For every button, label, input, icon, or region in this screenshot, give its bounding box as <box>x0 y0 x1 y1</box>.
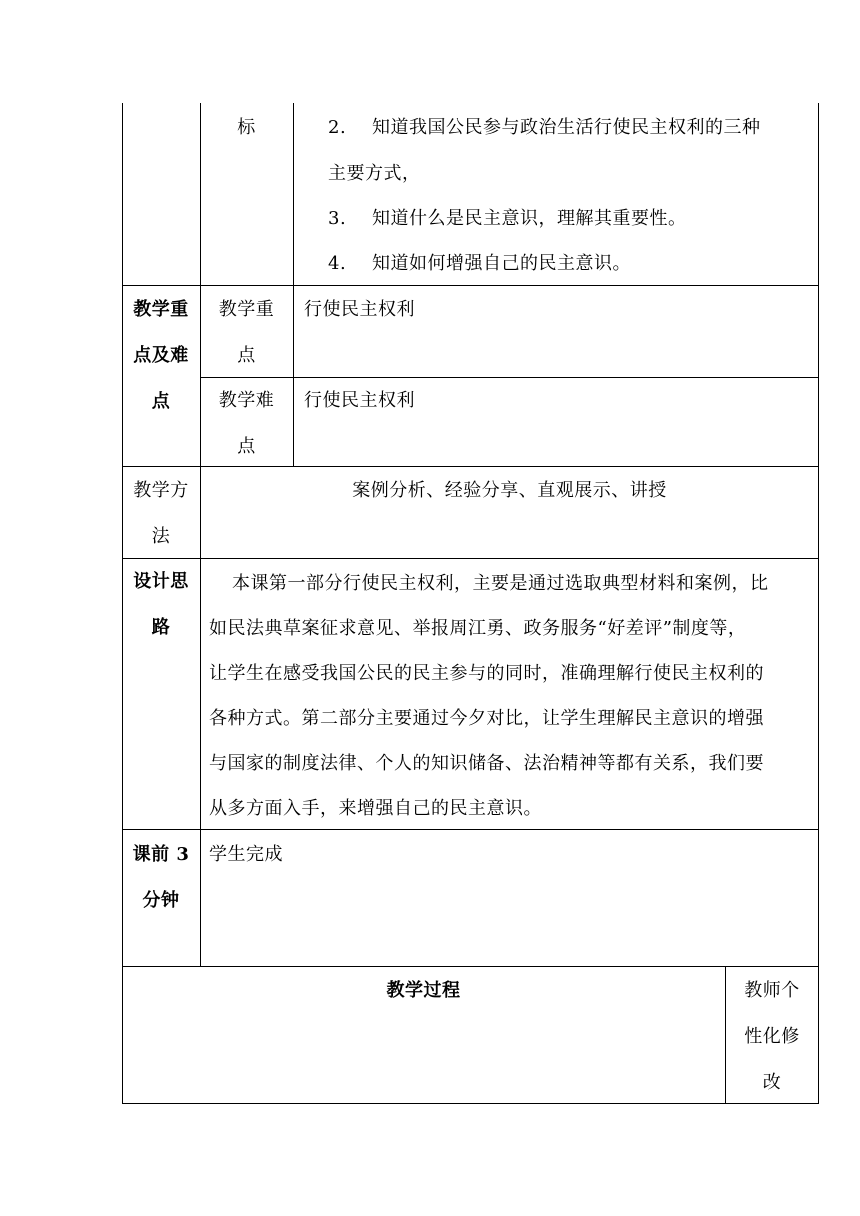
design-line: 与国家的制度法律、个人的知识储备、法治精神等都有关系，我们要 <box>209 753 764 774</box>
design-line: 从多方面入手，来增强自己的民主意识。 <box>209 798 542 819</box>
design-line: 如民法典草案征求意见、举报周江勇、政务服务“好差评”制度等， <box>209 618 747 639</box>
objective-number: 4. <box>328 253 347 274</box>
table-border <box>122 1103 819 1104</box>
methods-label: 教学方 法 <box>133 480 189 547</box>
process-title: 教学过程 <box>386 980 461 1001</box>
objective-text: 知道如何增强自己的民主意识。 <box>372 253 631 274</box>
table-border <box>122 966 819 967</box>
focus-label: 教学重 点 <box>218 299 275 366</box>
design-line: 让学生在感受我国公民的民主参与的同时，准确理解行使民主权利的 <box>209 663 764 684</box>
design-label: 设计思 路 <box>133 571 189 638</box>
design-line: 各种方式。第二部分主要通过今夕对比，让学生理解民主意识的增强 <box>209 708 764 729</box>
objective-item <box>328 241 631 287</box>
objective-item <box>328 105 761 151</box>
design-line: 本课第一部分行使民主权利，主要是通过选取典型材料和案例，比 <box>232 573 769 594</box>
table-border <box>122 558 819 559</box>
key-points-label: 教学重 点及难 点 <box>133 299 189 412</box>
objective-number: 2. <box>328 117 347 138</box>
focus-value: 行使民主权利 <box>304 299 415 320</box>
objective-item <box>328 196 687 242</box>
table-border <box>293 103 294 466</box>
preclass-label: 课前 3 分钟 <box>132 844 190 911</box>
methods-value: 案例分析、经验分享、直观展示、讲授 <box>352 480 667 501</box>
table-border <box>200 103 201 966</box>
table-border <box>818 103 819 1104</box>
preclass-value: 学生完成 <box>209 844 283 865</box>
objective-item-continued: 主要方式， <box>328 163 421 184</box>
difficulty-label: 教学难 点 <box>218 390 275 457</box>
teacher-note-label: 教师个 性化修 改 <box>744 980 800 1093</box>
objective-text: 知道我国公民参与政治生活行使民主权利的三种 <box>372 117 761 138</box>
difficulty-value: 行使民主权利 <box>304 390 415 411</box>
objective-text: 知道什么是民主意识，理解其重要性。 <box>372 208 687 229</box>
objective-number: 3. <box>328 208 347 229</box>
objectives-label-fragment: 标 <box>237 117 256 138</box>
